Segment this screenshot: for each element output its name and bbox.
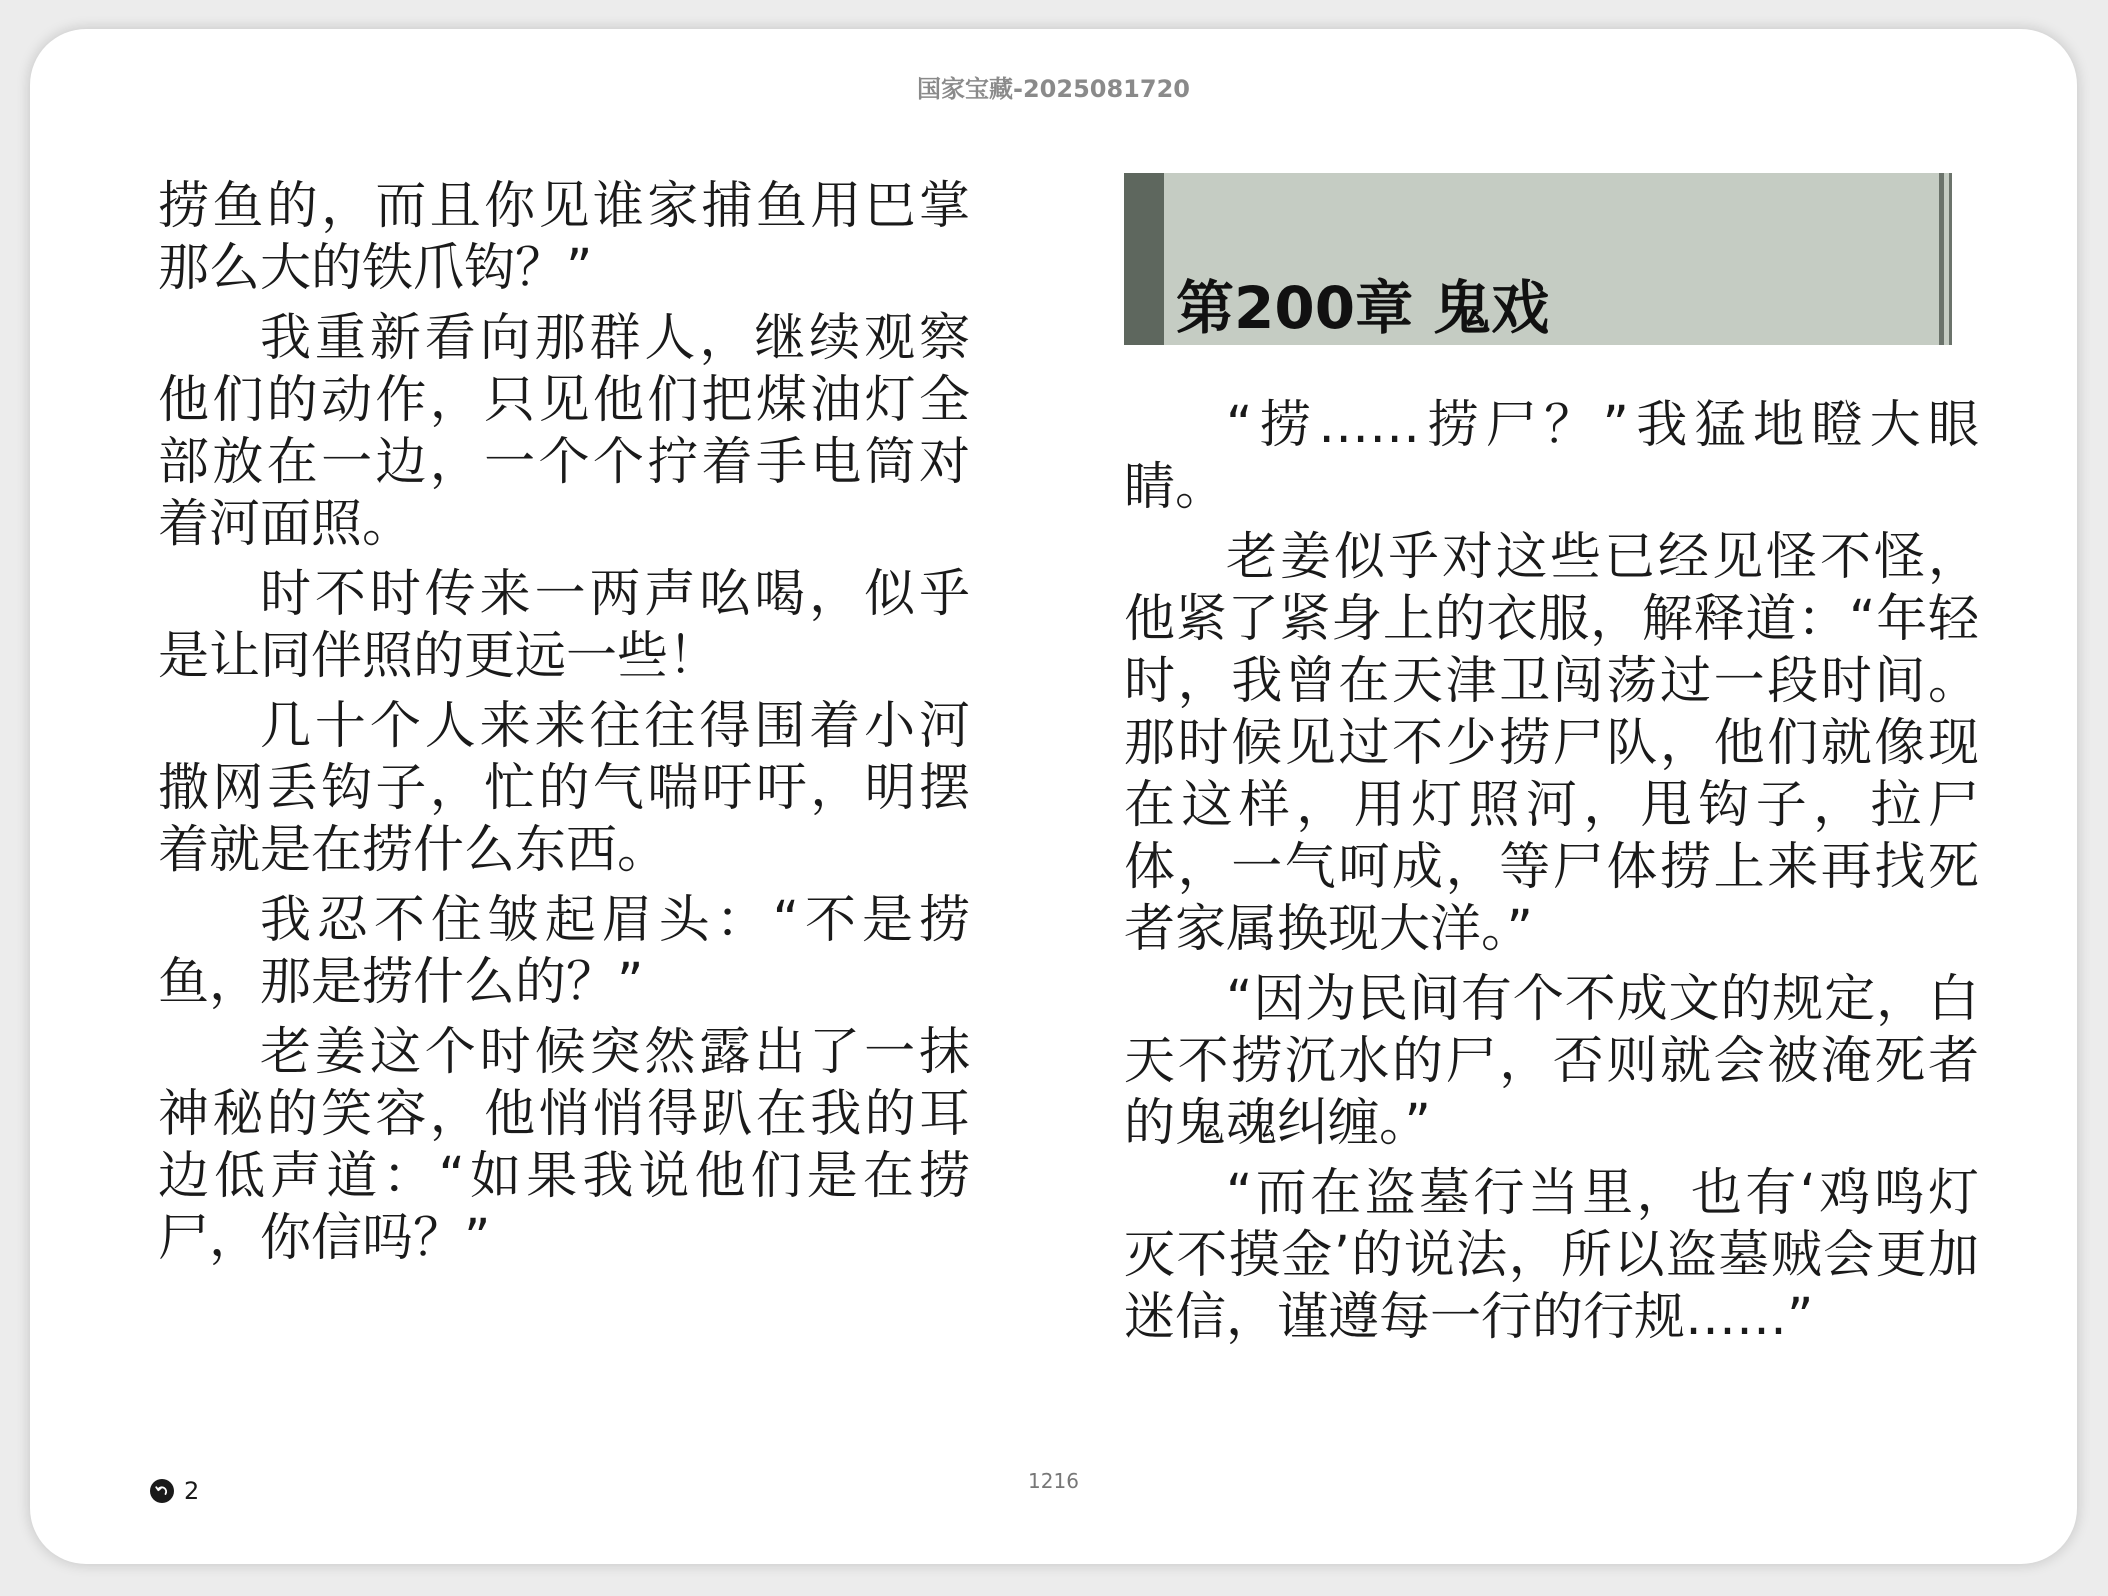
paragraph: 时不时传来一两声吆喝，似乎是让同伴照的更远一些！	[158, 565, 970, 686]
paragraph: 我忍不住皱起眉头：“不是捞鱼，那是捞什么的？”	[158, 891, 970, 1012]
left-page-column	[158, 176, 970, 1278]
chapter-title: 第200章 鬼戏	[1176, 274, 1550, 342]
chapter-banner-edge	[1939, 173, 1944, 345]
paragraph: “而在盗墓行当里，也有‘鸡鸣灯灭不摸金’的说法，所以盗墓贼会更加迷信，谨遵每一行的行规……”	[1124, 1164, 1979, 1347]
chapter-banner-edge	[1949, 173, 1952, 345]
book-title: 国家宝藏-2025081720	[917, 75, 1190, 103]
paragraph: 老姜这个时候突然露出了一抹神秘的笑容，他悄悄得趴在我的耳边低声道：“如果我说他们是在捞尸，你信吗？”	[158, 1023, 970, 1268]
chapter-banner	[1124, 173, 1952, 345]
paragraph: 我重新看向那群人，继续观察他们的动作，只见他们把煤油灯全部放在一边，一个个拧着手电筒对着河面照。	[158, 309, 970, 554]
chapter-banner-bar	[1124, 173, 1164, 345]
paragraph: 老姜似乎对这些已经见怪不怪，他紧了紧身上的衣服，解释道：“年轻时，我曾在天津卫闯荡过一段时间。那时候见过不少捞尸队，他们就像现在这样，用灯照河，甩钩子，拉尸体，一气呵成，等尸体捞上来再找死者家属换现大洋。”	[1124, 528, 1979, 959]
page-number: 1216	[1028, 1469, 1079, 1493]
history-count: 2	[184, 1477, 200, 1505]
paragraph: “捞……捞尸？”我猛地瞪大眼睛。	[1124, 396, 1979, 517]
paragraph: 几十个人来来往往得围着小河撒网丢钩子，忙的气喘吁吁，明摆着就是在捞什么东西。	[158, 697, 970, 880]
paragraph: “因为民间有个不成文的规定，白天不捞沉水的尸，否则就会被淹死者的鬼魂纠缠。”	[1124, 970, 1979, 1153]
paragraph: 捞鱼的，而且你见谁家捕鱼用巴掌那么大的铁爪钩？”	[158, 177, 970, 298]
book-page-spread[interactable]	[30, 29, 2077, 1564]
right-page-body	[1124, 395, 1979, 1349]
right-page-column	[1124, 173, 1979, 1357]
